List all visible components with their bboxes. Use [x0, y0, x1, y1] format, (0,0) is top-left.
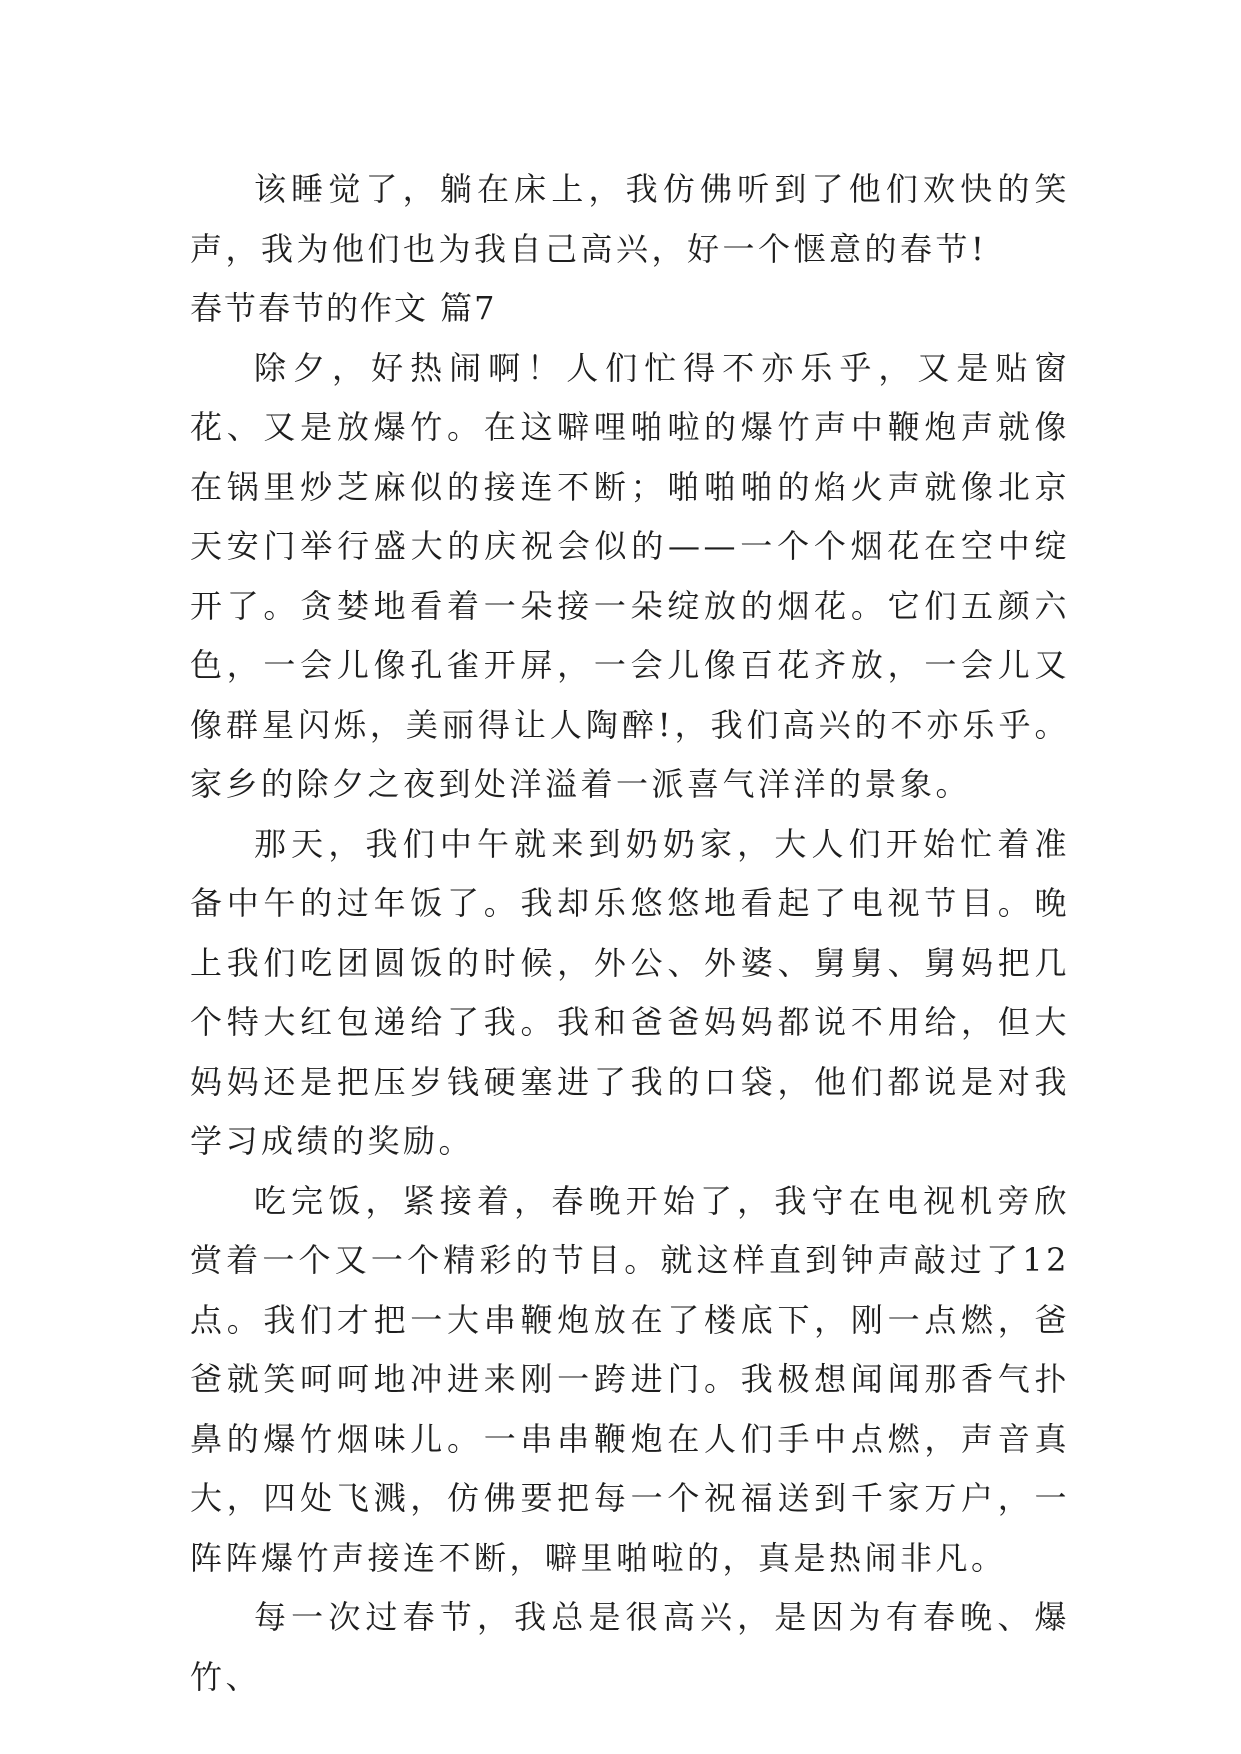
paragraph-grandma-house: 那天，我们中午就来到奶奶家，大人们开始忙着准备中午的过年饭了。我却乐悠悠地看起了电视节目。晚上我们吃团圆饭的时候，外公、外婆、舅舅、舅妈把几个特大红包递给了我。我和爸爸妈妈都说不用给，但大妈妈还是把压岁钱硬塞进了我的口袋，他们都说是对我学习成绩的奖励。 — [190, 824, 1070, 1160]
paragraph-spring-gala: 吃完饭，紧接着，春晚开始了，我守在电视机旁欣赏着一个又一个精彩的节目。就这样直到钟声敲过了12点。我们才把一大串鞭炮放在了楼底下，刚一点燃，爸爸就笑呵呵地冲进来刚一跨进门。我极想闻闻那香气扑鼻的爆竹烟味儿。一串串鞭炮在人们手中点燃，声音真大，四处飞溅，仿佛要把每一个祝福送到千家万户，一阵阵爆竹声接连不断，噼里啪啦的，真是热闹非凡。 — [190, 1181, 1070, 1577]
paragraph-bedtime: 该睡觉了，躺在床上，我仿佛听到了他们欢快的笑声，我为他们也为我自己高兴，好一个惬意的春节! — [190, 170, 1070, 268]
paragraph-new-year-eve: 除夕，好热闹啊！人们忙得不亦乐乎，又是贴窗花、又是放爆竹。在这噼哩啪啦的爆竹声中鞭炮声就像在锅里炒芝麻似的接连不断；啪啪啪的焰火声就像北京天安门举行盛大的庆祝会似的——一个个烟花在空中绽开了。贪婪地看着一朵接一朵绽放的烟花。它们五颜六色，一会儿像孔雀开屏，一会儿像百花齐放，一会儿又像群星闪烁，美丽得让人陶醉!，我们高兴的不亦乐乎。家乡的除夕之夜到处洋溢着一派喜气洋洋的景象。 — [190, 348, 1070, 803]
paragraph-every-spring-festival: 每一次过春节，我总是很高兴，是因为有春晚、爆竹、 — [190, 1598, 1070, 1696]
section-heading: 春节春节的作文 篇7 — [190, 289, 497, 327]
document-body — [190, 160, 1070, 1707]
